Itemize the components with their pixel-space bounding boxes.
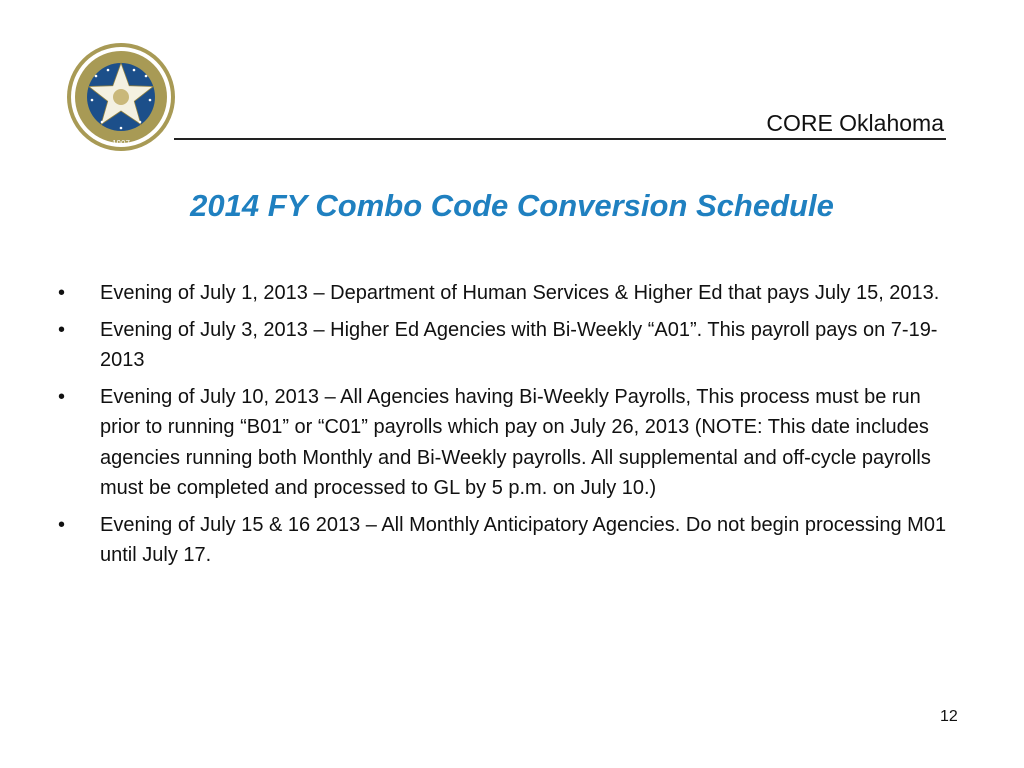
bullet-text: Evening of July 1, 2013 – Department of Human Services & Higher Ed that pays July 15, 2013. xyxy=(100,282,940,304)
list-item xyxy=(58,315,958,376)
page-number: 12 xyxy=(940,708,958,725)
seal-year: 1907 xyxy=(112,139,130,148)
state-seal-icon xyxy=(66,42,176,152)
header-org-name: CORE Oklahoma xyxy=(766,110,944,136)
list-item xyxy=(58,382,958,504)
list-item xyxy=(58,510,958,571)
bullet-icon: • xyxy=(58,513,66,536)
bullet-text: Evening of July 10, 2013 – All Agencies having Bi-Weekly Payrolls, This process must be run prior to running “B01” or “C01” payrolls which pay on July 26, 2013 (NOTE: This date includes agencies running both Monthly and Bi-Weekly payrolls. All supplemental and off-cycle payrolls must be completed and processed to GL by 5 p.m. on July 10.) xyxy=(100,385,931,499)
bullet-text: Evening of July 15 & 16 2013 – All Monthly Anticipatory Agencies. Do not begin processing M01 until July 17. xyxy=(100,513,947,566)
bullet-text: Evening of July 3, 2013 – Higher Ed Agencies with Bi-Weekly “A01”. This payroll pays on 7-19-2013 xyxy=(100,318,938,371)
bullet-list xyxy=(58,278,958,577)
header-divider xyxy=(174,138,946,140)
list-item xyxy=(58,278,958,309)
bullet-icon: • xyxy=(58,318,66,341)
bullet-icon: • xyxy=(58,385,66,408)
bullet-icon: • xyxy=(58,282,66,304)
slide-title: 2014 FY Combo Code Conversion Schedule xyxy=(190,188,834,223)
